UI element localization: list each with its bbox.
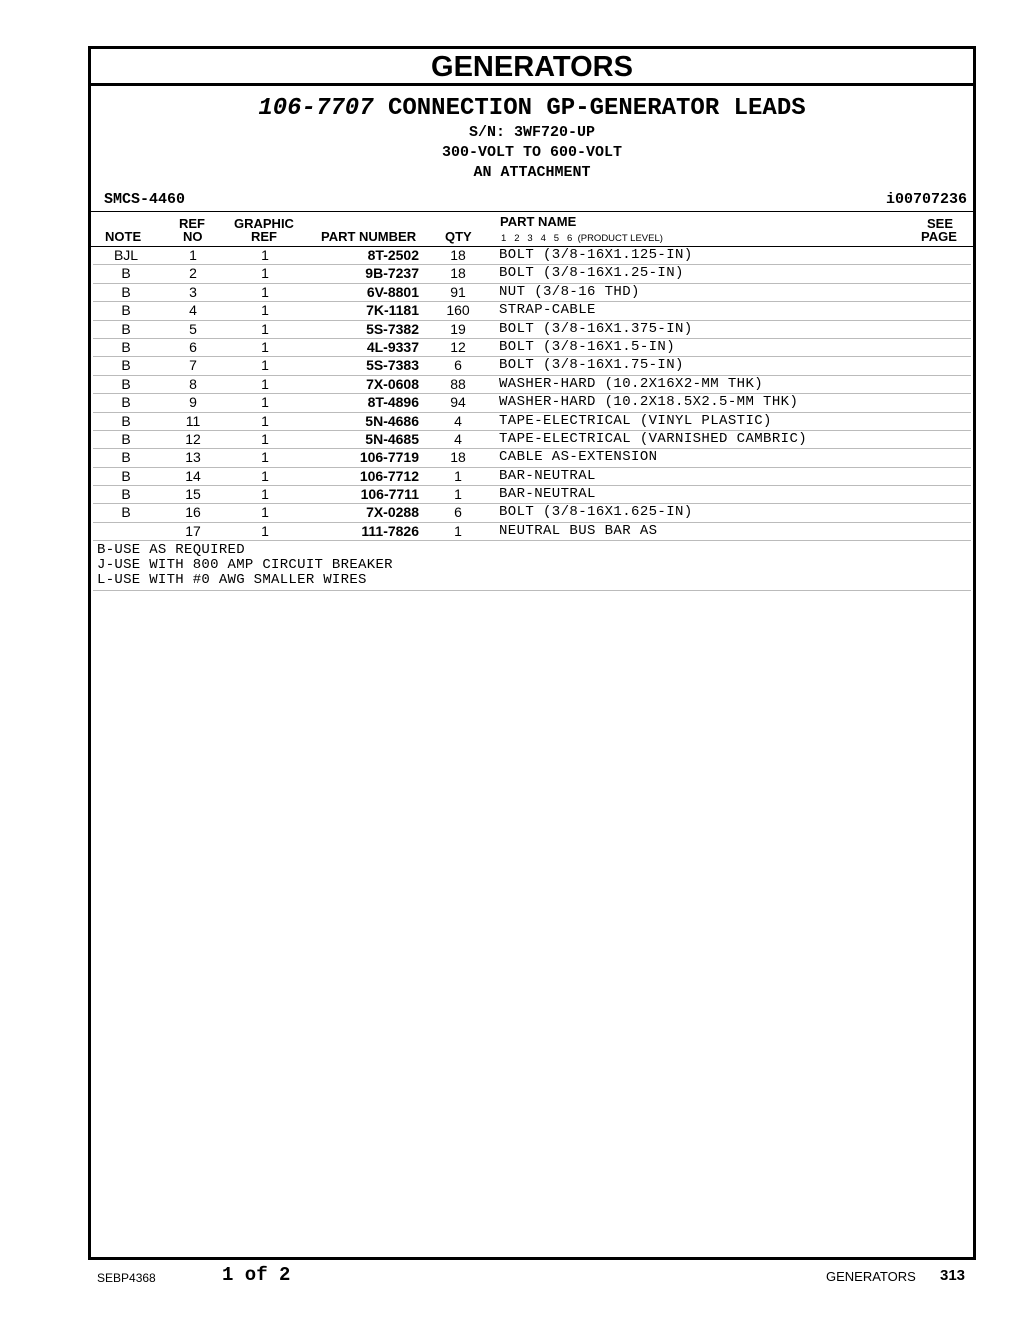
col-see-bottom: PAGE bbox=[921, 229, 957, 244]
table-row bbox=[93, 357, 971, 375]
cell-graphic-ref: 1 bbox=[261, 467, 269, 484]
cell-note: B bbox=[121, 283, 131, 300]
cell-ref-no: 8 bbox=[189, 375, 197, 392]
cell-graphic-ref: 1 bbox=[261, 357, 269, 374]
cell-graphic-ref: 1 bbox=[261, 375, 269, 392]
cell-part-number: 7X-0608 bbox=[366, 375, 419, 392]
cell-graphic-ref: 1 bbox=[261, 430, 269, 447]
table-row bbox=[93, 504, 971, 522]
cell-qty: 6 bbox=[454, 357, 462, 374]
cell-note: B bbox=[121, 375, 131, 392]
cell-qty: 1 bbox=[454, 522, 462, 539]
cell-graphic-ref: 1 bbox=[261, 338, 269, 355]
cell-note: B bbox=[121, 338, 131, 355]
table-row bbox=[93, 523, 971, 541]
table-row bbox=[93, 302, 971, 320]
cell-ref-no: 13 bbox=[185, 449, 201, 466]
footer-doc-id: SEBP4368 bbox=[97, 1271, 156, 1285]
cell-part-number: 8T-4896 bbox=[367, 394, 419, 411]
parts-table bbox=[91, 247, 973, 541]
illustration-id: i00707236 bbox=[885, 191, 967, 208]
cell-ref-no: 11 bbox=[185, 412, 201, 429]
cell-note: B bbox=[121, 486, 131, 503]
cell-qty: 1 bbox=[454, 486, 462, 503]
cell-qty: 4 bbox=[454, 412, 462, 429]
table-row bbox=[93, 413, 971, 431]
cell-note: B bbox=[121, 357, 131, 374]
cell-ref-no: 15 bbox=[185, 486, 201, 503]
cell-ref-no: 17 bbox=[185, 522, 201, 539]
cell-part-number: 4L-9337 bbox=[366, 338, 419, 355]
cell-note: B bbox=[121, 467, 131, 484]
cell-qty: 1 bbox=[454, 467, 462, 484]
serial-range: S/N: 3WF720-UP bbox=[468, 124, 596, 141]
cell-ref-no: 4 bbox=[189, 302, 197, 319]
cell-graphic-ref: 1 bbox=[261, 283, 269, 300]
cell-ref-no: 9 bbox=[189, 394, 197, 411]
table-row bbox=[93, 486, 971, 504]
cell-part-number: 106-7711 bbox=[360, 486, 419, 503]
col-ref-bottom: NO bbox=[183, 229, 203, 244]
cell-ref-no: 5 bbox=[189, 320, 197, 337]
col-note: NOTE bbox=[105, 229, 142, 244]
cell-note: B bbox=[121, 265, 131, 282]
cell-part-name: BOLT (3/8-16X1.5-IN) bbox=[499, 338, 676, 355]
cell-note: B bbox=[121, 302, 131, 319]
column-headers bbox=[91, 212, 973, 247]
col-ref-top: REF bbox=[179, 216, 205, 231]
table-row bbox=[93, 394, 971, 412]
cell-ref-no: 2 bbox=[189, 265, 197, 282]
cell-part-number: 7K-1181 bbox=[366, 302, 419, 319]
cell-qty: 18 bbox=[450, 247, 466, 263]
cell-graphic-ref: 1 bbox=[261, 486, 269, 503]
page-frame bbox=[88, 46, 976, 1260]
cell-note: B bbox=[121, 412, 131, 429]
cell-part-name: NEUTRAL BUS BAR AS bbox=[499, 522, 658, 539]
cell-graphic-ref: 1 bbox=[261, 394, 269, 411]
cell-part-number: 5S-7383 bbox=[366, 357, 419, 374]
smcs-row bbox=[91, 189, 973, 212]
col-see-top: SEE bbox=[927, 216, 954, 231]
cell-graphic-ref: 1 bbox=[261, 504, 269, 521]
table-row bbox=[93, 321, 971, 339]
cell-part-number: 9B-7237 bbox=[365, 265, 419, 282]
cell-graphic-ref: 1 bbox=[261, 265, 269, 282]
cell-qty: 88 bbox=[450, 375, 466, 392]
cell-ref-no: 1 bbox=[189, 247, 197, 263]
cell-graphic-ref: 1 bbox=[261, 412, 269, 429]
col-qty: QTY bbox=[445, 229, 472, 244]
cell-ref-no: 14 bbox=[185, 467, 201, 484]
cell-note: B bbox=[121, 320, 131, 337]
cell-qty: 6 bbox=[454, 504, 462, 521]
cell-part-name: NUT (3/8-16 THD) bbox=[499, 283, 640, 300]
page-footer bbox=[0, 1262, 1020, 1292]
cell-part-number: 5N-4685 bbox=[365, 430, 419, 447]
table-row bbox=[93, 339, 971, 357]
cell-graphic-ref: 1 bbox=[261, 449, 269, 466]
cell-graphic-ref: 1 bbox=[261, 522, 269, 539]
cell-part-number: 106-7719 bbox=[359, 449, 419, 466]
group-part-number: 106-7707 bbox=[258, 95, 374, 122]
cell-part-name: BAR-NEUTRAL bbox=[499, 467, 596, 484]
cell-graphic-ref: 1 bbox=[261, 302, 269, 319]
note-line: L-USE WITH #0 AWG SMALLER WIRES bbox=[97, 572, 367, 589]
cell-qty: 12 bbox=[450, 338, 466, 355]
section-title: GENERATORS bbox=[91, 49, 973, 86]
cell-part-number: 7X-0288 bbox=[366, 504, 419, 521]
table-row bbox=[93, 247, 971, 265]
cell-part-number: 106-7712 bbox=[359, 467, 419, 484]
cell-part-name: BAR-NEUTRAL bbox=[499, 486, 596, 503]
cell-qty: 19 bbox=[450, 320, 466, 337]
cell-part-name: STRAP-CABLE bbox=[499, 302, 596, 319]
group-title bbox=[91, 95, 973, 123]
cell-qty: 91 bbox=[450, 283, 466, 300]
cell-graphic-ref: 1 bbox=[261, 247, 269, 263]
cell-part-name: BOLT (3/8-16X1.125-IN) bbox=[499, 247, 693, 263]
cell-part-name: TAPE-ELECTRICAL (VINYL PLASTIC) bbox=[499, 412, 772, 429]
cell-qty: 160 bbox=[446, 302, 470, 319]
col-part-name: PART NAME bbox=[500, 214, 577, 229]
cell-qty: 94 bbox=[450, 394, 466, 411]
cell-part-number: 6V-8801 bbox=[366, 283, 419, 300]
group-title-text: CONNECTION GP-GENERATOR LEADS bbox=[387, 95, 806, 122]
table-row bbox=[93, 265, 971, 283]
note-line: B-USE AS REQUIRED bbox=[97, 542, 245, 559]
cell-part-name: BOLT (3/8-16X1.75-IN) bbox=[499, 357, 684, 374]
col-part-number: PART NUMBER bbox=[321, 229, 417, 244]
cell-part-name: BOLT (3/8-16X1.375-IN) bbox=[499, 320, 693, 337]
cell-part-number: 111-7826 bbox=[361, 522, 419, 539]
cell-ref-no: 6 bbox=[189, 338, 197, 355]
cell-part-number: 5N-4686 bbox=[365, 412, 419, 429]
cell-part-number: 5S-7382 bbox=[366, 320, 419, 337]
cell-note: B bbox=[121, 504, 131, 521]
cell-qty: 18 bbox=[450, 449, 466, 466]
attachment-type: AN ATTACHMENT bbox=[473, 164, 591, 181]
cell-note: B bbox=[121, 430, 131, 447]
cell-ref-no: 12 bbox=[185, 430, 201, 447]
cell-note: B bbox=[121, 449, 131, 466]
cell-ref-no: 3 bbox=[189, 283, 197, 300]
cell-qty: 18 bbox=[450, 265, 466, 282]
footer-page-number: 313 bbox=[940, 1267, 966, 1284]
cell-part-number: 8T-2502 bbox=[367, 247, 419, 263]
table-row bbox=[93, 284, 971, 302]
col-graphic-bottom: REF bbox=[251, 229, 277, 244]
cell-part-name: TAPE-ELECTRICAL (VARNISHED CAMBRIC) bbox=[499, 430, 808, 447]
cell-qty: 4 bbox=[454, 430, 462, 447]
footer-section: GENERATORS bbox=[826, 1269, 916, 1284]
voltage-range: 300-VOLT TO 600-VOLT bbox=[441, 144, 623, 161]
cell-part-name: WASHER-HARD (10.2X16X2-MM THK) bbox=[499, 375, 764, 392]
cell-graphic-ref: 1 bbox=[261, 320, 269, 337]
notes-block bbox=[93, 541, 971, 591]
col-product-levels: 1 2 3 4 5 6 (PRODUCT LEVEL) bbox=[501, 233, 663, 244]
cell-note: B bbox=[121, 394, 131, 411]
cell-note: BJL bbox=[113, 247, 139, 263]
footer-page-of: 1 of 2 bbox=[222, 1264, 291, 1286]
cell-part-name: BOLT (3/8-16X1.25-IN) bbox=[499, 265, 684, 282]
note-line: J-USE WITH 800 AMP CIRCUIT BREAKER bbox=[97, 557, 393, 574]
cell-part-name: CABLE AS-EXTENSION bbox=[499, 449, 658, 466]
table-row bbox=[93, 468, 971, 486]
table-row bbox=[93, 449, 971, 467]
table-row bbox=[93, 431, 971, 449]
smcs-code: SMCS-4460 bbox=[104, 191, 186, 208]
cell-part-name: WASHER-HARD (10.2X18.5X2.5-MM THK) bbox=[499, 394, 799, 411]
table-row bbox=[93, 376, 971, 394]
cell-ref-no: 7 bbox=[189, 357, 197, 374]
group-header bbox=[91, 95, 973, 183]
col-graphic-top: GRAPHIC bbox=[234, 216, 294, 231]
cell-ref-no: 16 bbox=[185, 504, 201, 521]
cell-part-name: BOLT (3/8-16X1.625-IN) bbox=[499, 504, 693, 521]
